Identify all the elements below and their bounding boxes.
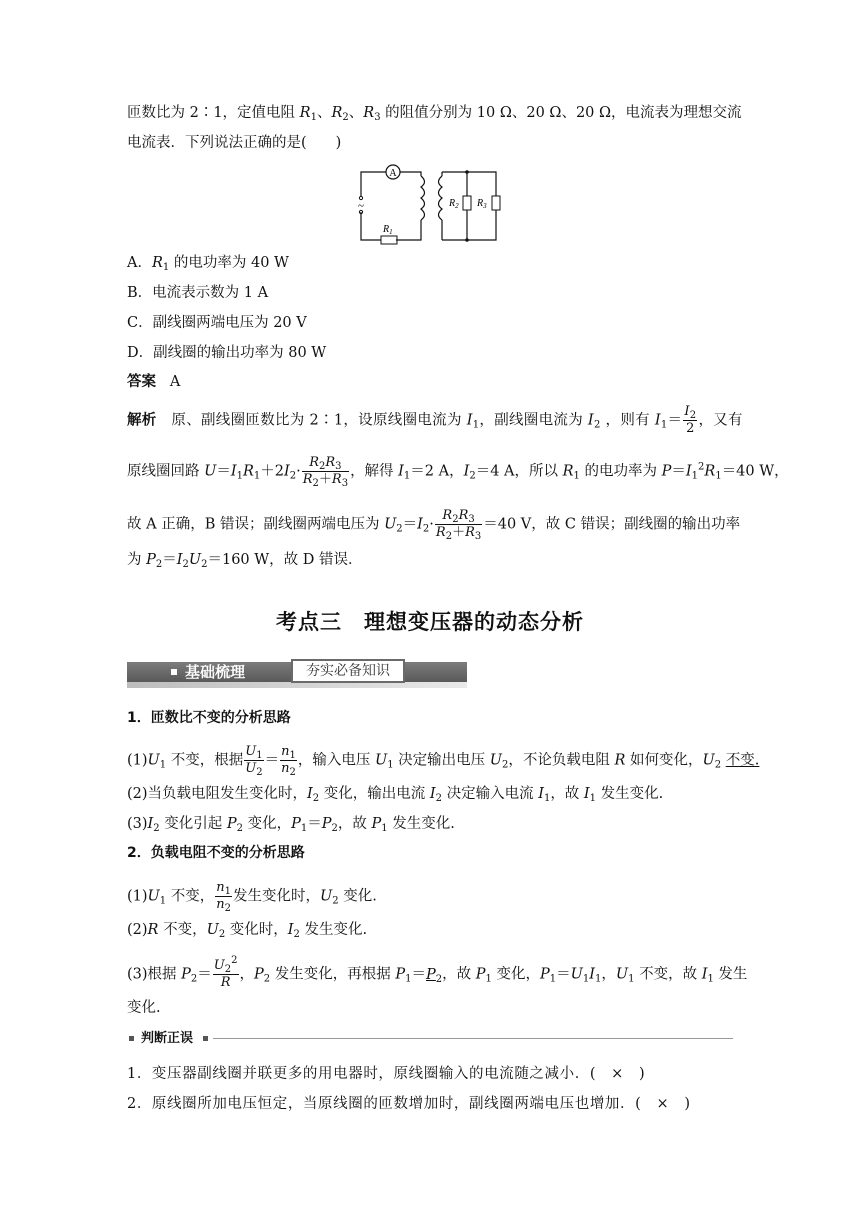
point-1-3: $(3)I_2$ 变化引起 $P_2$ 变化，$P_1=P_2$，故 $P_1$ 发生变化. <box>127 816 455 834</box>
r2-label: $R_2$ <box>449 198 459 210</box>
banner-label: 基础梳理 <box>185 663 246 681</box>
r3-label: $R_3$ <box>477 198 487 210</box>
option-d: D．副线圈的输出功率为 80 W <box>127 345 327 361</box>
answer-line <box>127 372 180 392</box>
heading-1: 1．匝数比不变的分析思路 <box>127 710 291 726</box>
r1-label: $R_1$ <box>383 224 393 236</box>
answer-value: A <box>169 374 181 390</box>
section-banner <box>127 659 467 687</box>
point-2-3-cont: 变化. <box>127 1000 161 1016</box>
ammeter-label: A <box>389 168 397 179</box>
analysis-label: 解析 <box>127 412 157 429</box>
point-2-1: $(1)U_1$ 不变， $\frac{n_1}{n_2}$ 发生变化时，$U_2$ 变化. <box>127 880 377 914</box>
square-bullet-icon <box>129 1036 134 1041</box>
problem-stem-line1: 匝数比为 2∶1，定值电阻 $R_1$、$R_2$、$R_3$ 的阻值分别为 10 Ω、20 Ω、20 Ω，电流表为理想交流 <box>127 105 742 123</box>
analysis-line2: 原线圈回路 $U=I_1R_1+2I_2\cdot$ $\frac{R_2R_3}{R_2+R_3}$ ，解得 $I_1=2$ A，$I_2=4$ A，所以 $R_1$ 的电功率为 $P=I_1^2R_1=40$ W， <box>127 455 789 489</box>
option-a: A．$R_1$ 的电功率为 40 W <box>127 255 289 273</box>
section-title: 考点三 理想变压器的动态分析 <box>276 610 584 634</box>
square-bullet-icon <box>171 669 177 675</box>
option-b: B．电流表示数为 1 A <box>127 285 269 301</box>
analysis-line4: 为 $P_2=I_2U_2=160$ W，故 D 错误． <box>127 552 363 570</box>
judge-label: 判断正误 <box>141 1031 194 1046</box>
problem-stem-line2: 电流表．下列说法正确的是( ) <box>127 135 342 151</box>
option-c: C．副线圈两端电压为 20 V <box>127 315 307 331</box>
analysis-line1: 解析 原、副线圈匝数比为 2∶1，设原线圈电流为 $I_1$，副线圈电流为 $I_2$ ，则有 $I_1=$ $\frac{I_2}{2}$ ，又有 <box>127 404 743 436</box>
source-label: ~ <box>358 200 364 212</box>
transformer-circuit-diagram <box>350 160 510 246</box>
banner-box: 夯实必备知识 <box>291 659 405 683</box>
divider <box>213 1038 733 1039</box>
point-2-2: (2)R 不变，$U_2$ 变化时，$I_2$ 发生变化. <box>127 922 368 940</box>
point-1-1: $(1)U_1$ 不变，根据 $\frac{U_1}{U_2}$ ＝ $\frac{n_1}{n_2}$ ，输入电压 $U_1$ 决定输出电压 $U_2$，不论负载电阻 R 如何变化，$U_2$ 不变. <box>127 744 760 778</box>
point-1-2: (2)当负载电阻发生变化时，$I_2$ 变化，输出电流 $I_2$ 决定输入电流 $I_1$，故 $I_1$ 发生变化. <box>127 786 664 804</box>
answer-label: 答案 <box>127 374 156 390</box>
square-bullet-icon <box>203 1036 208 1041</box>
judge-item-1: 1．变压器副线圈并联更多的用电器时，原线圈输入的电流随之减小．( × ) <box>127 1066 646 1082</box>
analysis-line3: 故 A 正确，B 错误；副线圈两端电压为 $U_2=I_2\cdot$ $\frac{R_2R_3}{R_2+R_3}$ ＝40 V，故 C 错误；副线圈的输出功率 <box>127 508 741 542</box>
judge-item-2: 2．原线圈所加电压恒定，当原线圈的匝数增加时，副线圈两端电压也增加．( × ) <box>127 1096 691 1112</box>
point-2-3: (3)根据 $P_2=$ $\frac{U_2^2}{R}$ ，$P_2$ 发生变化，再根据 $P_1=P_2$，故 $P_1$ 变化，$P_1=U_1I_1$，$U_1$ 不变，故 $I_1$ 发生 <box>127 955 748 990</box>
heading-2: 2．负载电阻不变的分析思路 <box>127 845 305 861</box>
judge-header <box>127 1029 733 1049</box>
